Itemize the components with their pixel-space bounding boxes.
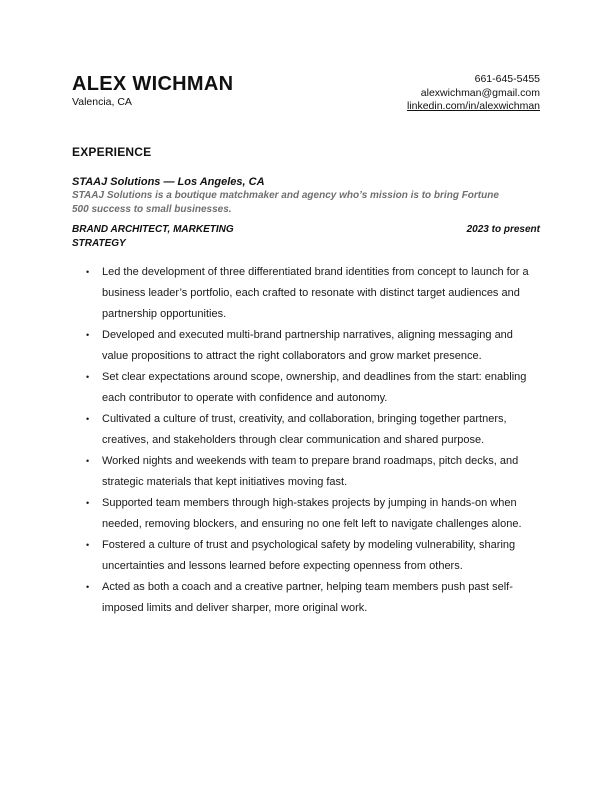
bullet-text: Led the development of three differentiated brand identities from concept to launch for a business leader’s portfolio, each crafted to resonate with distinct target audiences and partnership opportunities. — [102, 266, 529, 320]
bullet-icon: • — [86, 414, 90, 424]
bullet-text: Acted as both a coach and a creative partner, helping team members push past self-imposed limits and deliver sharper, more original work. — [102, 581, 513, 614]
bullet-item — [86, 409, 532, 451]
bullet-icon: • — [86, 456, 90, 466]
candidate-name — [72, 72, 233, 96]
email: alexwichman@gmail.com — [420, 86, 540, 99]
experience-bullets — [86, 262, 532, 619]
bullet-text: Cultivated a culture of trust, creativity, and collaboration, bringing together partners, creatives, and stakeholders through clear communication and shared purpose. — [102, 413, 507, 446]
phone: 661-645-5455 — [474, 73, 540, 85]
bullet-item — [86, 325, 532, 367]
last-name: WICHMAN — [132, 73, 234, 95]
bullet-text: Fostered a culture of trust and psychological safety by modeling vulnerability, sharing uncertainties and lessons learned before expecting openness from others. — [102, 539, 516, 572]
bullet-item — [86, 577, 532, 619]
bullet-icon: • — [86, 267, 90, 277]
bullet-icon: • — [86, 540, 90, 550]
bullet-item — [86, 367, 532, 409]
linkedin-link[interactable]: linkedin.com/in/alexwichman — [406, 100, 540, 112]
bullet-text: Worked nights and weekends with team to prepare brand roadmaps, pitch decks, and strategic materials that kept initiatives moving fast. — [102, 455, 519, 488]
contact-block — [407, 73, 540, 114]
bullet-text: Set clear expectations around scope, ownership, and deadlines from the start: enabling each contributor to operate with confidence and autonomy. — [102, 371, 527, 404]
bullet-item — [86, 493, 532, 535]
bullet-icon: • — [86, 372, 90, 382]
company-heading: STAAJ Solutions — Los Angeles, CA — [72, 176, 265, 188]
first-name: ALEX — [72, 73, 127, 95]
company-tagline: STAAJ Solutions is a boutique matchmaker and agency who’s mission is to bring Fortune 500 success to small businesses. — [72, 190, 499, 215]
bullet-item — [86, 262, 532, 325]
job-title: BRAND ARCHITECT, MARKETING STRATEGY — [72, 224, 234, 249]
bullet-text: Developed and executed multi-brand partnership narratives, aligning messaging and value propositions to attract the right collaborators and grow market presence. — [102, 329, 513, 362]
bullet-text: Supported team members through high-stakes projects by jumping in hands-on when needed, removing blockers, and ensuring no one felt left to navigate challenges alone. — [102, 497, 522, 530]
section-title-experience: EXPERIENCE — [72, 145, 152, 159]
job-dates: 2023 to present — [466, 224, 540, 235]
bullet-item — [86, 451, 532, 493]
bullet-icon: • — [86, 498, 90, 508]
bullet-item — [86, 535, 532, 577]
bullet-icon: • — [86, 582, 90, 592]
bullet-icon: • — [86, 330, 90, 340]
location: Valencia, CA — [72, 96, 132, 108]
